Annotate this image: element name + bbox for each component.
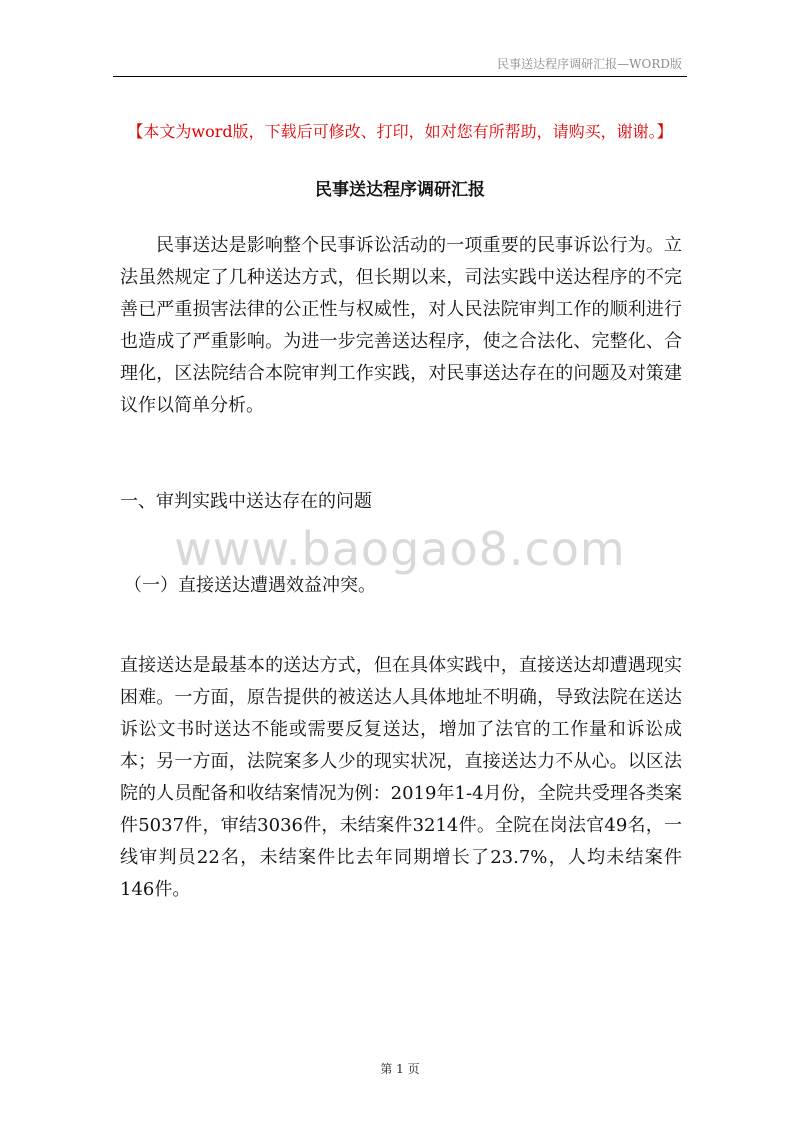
subsection-heading: （一）直接送达遭遇效益冲突。	[124, 575, 376, 596]
page-number: 第 1 页	[380, 1062, 420, 1076]
download-notice: 【本文为word版，下载后可修改、打印，如对您有所帮助，请购买，谢谢。】	[127, 122, 673, 141]
running-header: 民事送达程序调研汇报—WORD版	[497, 57, 682, 71]
body-paragraph: 直接送达是最基本的送达方式，但在具体实践中，直接送达却遭遇现实困难。一方面，原告提供的被送达人具体地址不明确，导致法院在送达诉讼文书时送达不能或需要反复送达，增加了法官的工作量和诉讼成本；另一方面，法院案多人少的现实状况，直接送达力不从心。以区法院的人员配备和收结案情况为例：2019年1-4月份，全院共受理各类案件5037件，审结3036件，未结案件3214件。全院在岗法官49名，一线审判员22名，未结案件比去年同期增长了23.7%，人均未结案件146件。	[120, 655, 682, 900]
header-divider	[113, 76, 687, 77]
intro-paragraph: 民事送达是影响整个民事诉讼活动的一项重要的民事诉讼行为。立法虽然规定了几种送达方式，但长期以来，司法实践中送达程序的不完善已严重损害法律的公正性与权威性，对人民法院审判工作的顺利进行也造成了严重影响。为进一步完善送达程序，使之合法化、完整化、合理化，区法院结合本院审判工作实践，对民事送达存在的问题及对策建议作以简单分析。	[120, 235, 682, 416]
section-heading: 一、审判实践中送达存在的问题	[120, 491, 372, 512]
watermark: www.baogao8.com	[174, 522, 626, 576]
document-title: 民事送达程序调研汇报	[315, 180, 485, 200]
